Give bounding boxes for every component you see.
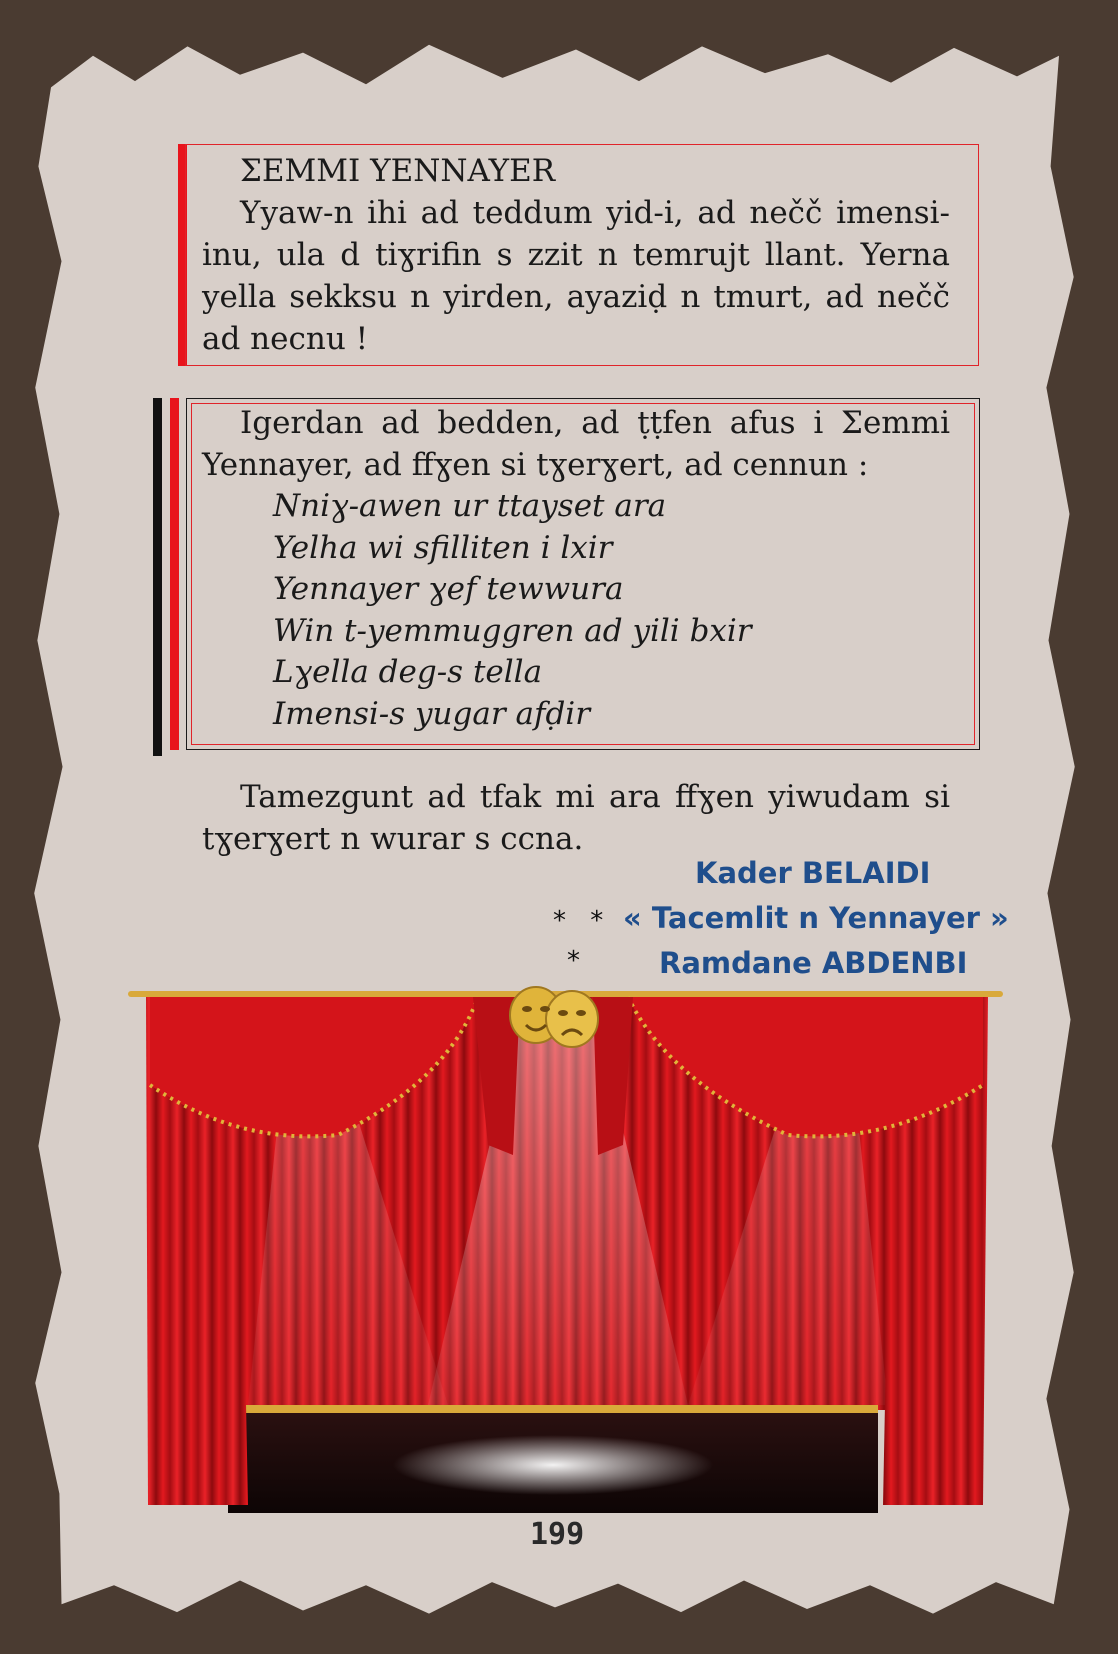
page-number: 199: [530, 1517, 585, 1552]
poem-line: Lɣella deg-s tella: [273, 654, 543, 690]
intro-paragraph: Yyaw-n ihi ad teddum yid-i, ad nečč imensi-inu, ula d tiɣrifin s zzit n temrujt llant. Yerna yella sekksu n yirden, ayaziḍ n tmurt, ad nečč ad necnu !: [202, 195, 950, 357]
stage-trim: [228, 1405, 878, 1413]
closing-paragraph: Tamezgunt ad tfak mi ara ffɣen yiwudam si tɣerɣert n wurar s ccna.: [202, 779, 950, 857]
stars-divider-2: *: [567, 946, 580, 976]
poem-line: Yelha wi sfilliten i lxir: [273, 529, 613, 566]
work-title-credit: « Tacemlit n Yennayer »: [623, 901, 1009, 935]
illustrator-credit: Ramdane ABDENBI: [659, 946, 968, 980]
page-title: ΣEMMI YENNAYER: [240, 153, 556, 189]
theater-stage-icon: [128, 985, 1003, 1520]
theater-masks-icon: [510, 987, 598, 1047]
poem-line: Nniɣ-awen ur ttayset ara: [273, 488, 667, 524]
poem-line: Yennayer ɣef tewwura: [273, 571, 624, 607]
stars-divider: * *: [553, 906, 612, 936]
accent-bar-black: [153, 398, 162, 756]
song-poem: [273, 486, 752, 735]
accent-bar-red-2: [170, 398, 179, 750]
poem-line: Win t-yemmuggren ad yili bxir: [273, 612, 752, 649]
floor-spotlight: [393, 1435, 713, 1495]
poem-line: Imensi-s yugar afḍir: [273, 695, 591, 732]
song-intro-paragraph: Igerdan ad bedden, ad ṭṭfen afus i Σemmi Yennayer, ad ffɣen si tɣerɣert, ad cennun :: [202, 405, 950, 483]
author-credit: Kader BELAIDI: [695, 856, 931, 890]
